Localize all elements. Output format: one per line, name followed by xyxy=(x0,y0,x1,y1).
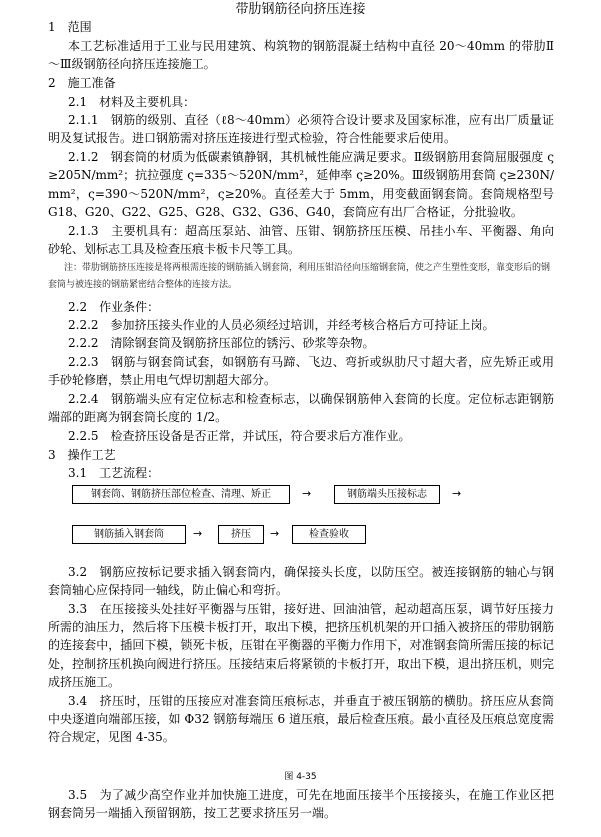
flow-step-press: 挤压 xyxy=(218,525,264,544)
document-title: 带肋钢筋径向挤压连接 xyxy=(235,2,366,17)
section-3-1-heading: 3.1 工艺流程： xyxy=(68,466,160,480)
figure-caption: 图 4-35 xyxy=(284,772,317,782)
note-text: 注：带肋钢筋挤压连接是将两根需连接的钢筋插入钢套筒，利用压钳沿径向压缩钢套筒，使之产生塑性变形，靠变形后的钢套筒与被连接的钢筋紧密结合整体的连接方法。 xyxy=(48,263,551,290)
section-2-2-heading: 2.2 作业条件： xyxy=(68,300,160,314)
section-2-heading: 2 施工准备 xyxy=(48,76,116,90)
section-1-text: 本工艺标准适用于工业与民用建筑、构筑物的钢筋混凝土结构中直径 20～40mm 的带肋Ⅱ～Ⅲ级钢筋径向挤压连接施工。 xyxy=(48,39,554,72)
flow-step-insert: 钢筋插入钢套筒 xyxy=(72,525,186,544)
flow-arrow: → xyxy=(452,487,462,500)
paragraph-2-2-5: 2.2.5 检查挤压设备是否正常，并试压，符合要求后方准作业。 xyxy=(68,429,411,443)
section-1-heading: 1 范围 xyxy=(48,20,92,34)
paragraph-2-1-3: 2.1.3 主要机具有：超高压泵站、油管、压钳、钢筋挤压压模、吊挂小车、平衡器、角向砂轮、划标志工具及检查压痕卡板卡尺等工具。 xyxy=(48,224,554,257)
paragraph-3-4: 3.4 挤压时，压钳的压接应对准套筒压痕标志，并垂直于被压钢筋的横肋。挤压应从套筒中央逐道向端部压接，如 Φ32 钢筋每端压 6 道压痕，最后检查压痕。最小直径及压痕总宽度需符合规定，见图 4-35。 xyxy=(48,694,554,745)
flow-arrow: → xyxy=(302,487,312,500)
paragraph-2-2-2: 2.2.2 参加挤压接头作业的人员必须经过培训，并经考核合格后方可持证上岗。 xyxy=(68,318,495,332)
paragraph-2-1-2: 2.1.2 钢套筒的材质为低碳素镇静钢，其机械性能应满足要求。Ⅱ级钢筋用套筒屈服强度 ς≥205N/mm²；抗拉强度 ς=335～520N/mm²，延伸率 ς≥20%。Ⅲ级钢筋用套筒 ς≥230N/mm²，ς=390～520N/mm²，ς≥20%。直径差大于 5mm，用变截面钢套筒。套筒规格型号 G18、G20、G22、G25、G28、G32、G36、G40，套筒应有出厂合格证，分批验收。 xyxy=(48,150,554,220)
paragraph-2-1-1: 2.1.1 钢筋的级别、直径（ℓ8～40mm）必须符合设计要求及国家标准，应有出厂质量证明及复试报告。进口钢筋需对挤压连接进行型式检验，符合性能要求后使用。 xyxy=(48,113,554,146)
flow-arrow: → xyxy=(270,527,280,540)
section-2-1-heading: 2.1 材料及主要机具： xyxy=(68,95,196,109)
paragraph-2-2-3: 2.2.3 钢筋与钢套筒试套，如钢筋有马蹄、飞边、弯折或纵肋尺寸超大者，应先矫正或用手砂轮修磨，禁止用电气焊切割超大部分。 xyxy=(48,355,554,388)
flow-step-mark: 钢筋端头压接标志 xyxy=(334,485,440,504)
paragraph-3-2: 3.2 钢筋应按标记要求插入钢套筒内，确保接头长度，以防压空。被连接钢筋的轴心与钢套筒轴心应保持同一轴线，防止偏心和弯折。 xyxy=(48,565,554,598)
paragraph-3-5: 3.5 为了减少高空作业并加快施工进度，可先在地面压接半个压接接头，在施工作业区把钢套筒另一端插入预留钢筋，按工艺要求挤压另一端。 xyxy=(48,788,554,821)
flow-step-inspect: 钢套筒、钢筋挤压部位检查、清理、矫正 xyxy=(72,485,290,504)
paragraph-2-2-2b: 2.2.2 清除钢套筒及钢筋挤压部位的锈污、砂浆等杂物。 xyxy=(68,336,375,350)
paragraph-2-2-4: 2.2.4 钢筋端头应有定位标志和检查标志，以确保钢筋伸入套筒的长度。定位标志距钢筋端部的距离为钢套筒长度的 1/2。 xyxy=(48,392,554,425)
flow-arrow: → xyxy=(193,527,203,540)
paragraph-3-3: 3.3 在压接接头处挂好平衡器与压钳，接好进、回油油管，起动超高压泵，调节好压接力所需的油压力，然后将下压模卡板打开，取出下模，把挤压机机架的开口插入被挤压的带肋钢筋的连接套中，插回下模，锁死卡板，压钳在平衡器的平衡力作用下，对准钢套筒所需压接的标记处，控制挤压机换向阀进行挤压。压接结束后将紧锁的卡板打开，取出下模，退出挤压机，则完成挤压施工。 xyxy=(48,602,554,689)
flow-step-acceptance: 检查验收 xyxy=(292,525,366,544)
section-3-heading: 3 操作工艺 xyxy=(48,448,116,462)
